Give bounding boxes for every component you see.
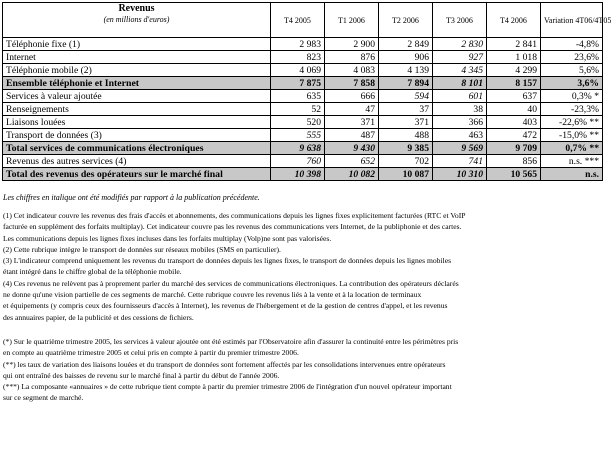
cell-value: 635	[271, 90, 325, 103]
cell-value: 927	[433, 51, 487, 64]
cell-value: 1 018	[487, 51, 541, 64]
row-label: Total services de communications électroniques	[3, 142, 271, 155]
cell-value: 4 299	[487, 64, 541, 77]
cell-value: 371	[325, 116, 379, 129]
cell-value: 4 083	[325, 64, 379, 77]
note-line: facturée en supplément des forfaits multiplay). Cet indicateur couvre pas les revenus des communications vers Internet, de la publiphonie et des cartes.	[3, 222, 462, 232]
cell-value: 37	[379, 103, 433, 116]
cell-value: 9 569	[433, 142, 487, 155]
cell-value: 856	[487, 155, 541, 168]
table-unit: (en millions d'euros)	[103, 15, 170, 24]
table-caption: Les chiffres en italique ont été modifiés par rapport à la publication précédente.	[3, 193, 260, 202]
table-row	[3, 142, 603, 155]
table-header-row	[3, 3, 603, 38]
cell-value: 652	[325, 155, 379, 168]
cell-value: 4 139	[379, 64, 433, 77]
cell-value: 876	[325, 51, 379, 64]
cell-value: 10 082	[325, 168, 379, 181]
cell-variation: 0,7% **	[541, 142, 603, 155]
cell-value: 47	[325, 103, 379, 116]
cell-value: 7 875	[271, 77, 325, 90]
cell-value: 666	[325, 90, 379, 103]
cell-value: 637	[487, 90, 541, 103]
row-label: Revenus des autres services (4)	[3, 155, 271, 168]
row-label: Internet	[3, 51, 271, 64]
table-row	[3, 51, 603, 64]
cell-value: 371	[379, 116, 433, 129]
cell-value: 520	[271, 116, 325, 129]
cell-value: 10 310	[433, 168, 487, 181]
column-header: T3 2006	[433, 3, 487, 38]
cell-value: 9 385	[379, 142, 433, 155]
cell-variation: -4,8%	[541, 38, 603, 51]
cell-variation: n.s. ***	[541, 155, 603, 168]
table-row	[3, 64, 603, 77]
cell-variation: -23,3%	[541, 103, 603, 116]
column-header: T2 2006	[379, 3, 433, 38]
table-row	[3, 116, 603, 129]
cell-value: 741	[433, 155, 487, 168]
cell-value: 760	[271, 155, 325, 168]
cell-value: 10 565	[487, 168, 541, 181]
table-row	[3, 129, 603, 142]
table-header-label	[3, 3, 271, 38]
cell-value: 38	[433, 103, 487, 116]
cell-value: 2 830	[433, 38, 487, 51]
cell-value: 40	[487, 103, 541, 116]
cell-value: 487	[325, 129, 379, 142]
cell-variation: n.s.	[541, 168, 603, 181]
note-line: (4) Ces revenus ne relèvent pas à proprement parler du marché des services de communications électroniques. La contribution des opérateurs déclarés	[3, 278, 459, 288]
revenue-table	[2, 2, 611, 181]
cell-value: 2 849	[379, 38, 433, 51]
cell-value: 2 841	[487, 38, 541, 51]
table-row	[3, 77, 603, 90]
table-row	[3, 168, 603, 181]
row-label: Total des revenus des opérateurs sur le marché final	[3, 168, 271, 181]
cell-variation: 5,6%	[541, 64, 603, 77]
note-line: des annuaires papier, de la publicité et des cessions de fichiers.	[3, 312, 194, 322]
notes-list	[3, 210, 601, 323]
note-line: (2) Cette rubrique intègre le transport de données sur réseaux mobiles (SMS en particulier).	[3, 244, 281, 254]
variation-header: Variation 4T06/4T05	[541, 3, 603, 38]
cell-value: 9 430	[325, 142, 379, 155]
row-label: Téléphonie fixe (1)	[3, 38, 271, 51]
cell-value: 4 345	[433, 64, 487, 77]
cell-variation: -15,0% **	[541, 129, 603, 142]
footnote-line: qui ont entraîné des baisses de revenu sur le marché final à partir du début de l'année 2006.	[3, 370, 280, 380]
cell-variation: 23,6%	[541, 51, 603, 64]
cell-value: 7 894	[379, 77, 433, 90]
cell-value: 10 087	[379, 168, 433, 181]
cell-value: 555	[271, 129, 325, 142]
cell-value: 10 398	[271, 168, 325, 181]
cell-value: 8 157	[487, 77, 541, 90]
footnote-line: (**) les taux de variation des liaisons louées et du transport de données sont fortement affectés par les consolidations intervenues entre opérateurs	[3, 359, 446, 369]
cell-variation: 0,3% *	[541, 90, 603, 103]
note-line: étant intégré dans le chiffre global de la téléphonie mobile.	[3, 267, 182, 277]
table-row	[3, 155, 603, 168]
note-line: (1) Cet indicateur couvre les revenus des frais d'accès et abonnements, des communications depuis les lignes fixes explicitement facturées (RTC et VoIP	[3, 211, 466, 220]
note-line: et équipements (y compris ceux des fournisseurs d'accès à Internet), les revenus de l'hébergement et de la gestion de centres d'appel, et les revenus	[3, 301, 448, 311]
cell-value: 601	[433, 90, 487, 103]
table-body	[3, 38, 603, 181]
note-line: (3) L'indicateur comprend uniquement les revenus du transport de données depuis les lignes fixes, le transport de données depuis les lignes mobiles	[3, 256, 452, 266]
column-header: T4 2005	[271, 3, 325, 38]
footnote-line: (*) Sur le quatrième trimestre 2005, les services à valeur ajoutée ont été estimés par l'Observatoire afin d'assurer la continuité entre les périmètres pris	[3, 336, 459, 346]
cell-value: 463	[433, 129, 487, 142]
row-label: Renseignements	[3, 103, 271, 116]
cell-value: 472	[487, 129, 541, 142]
cell-value: 2 900	[325, 38, 379, 51]
footnote-line: en compte au quatrième trimestre 2005 et celui pris en compte à partir du premier trimestre 2006.	[3, 348, 299, 358]
column-header: T1 2006	[325, 3, 379, 38]
cell-value: 9 709	[487, 142, 541, 155]
column-header: T4 2006	[487, 3, 541, 38]
row-label: Liaisons louées	[3, 116, 271, 129]
table-row	[3, 38, 603, 51]
table-row	[3, 103, 603, 116]
cell-value: 823	[271, 51, 325, 64]
cell-value: 2 983	[271, 38, 325, 51]
note-line: Les communications depuis les lignes fixes incluses dans les forfaits multiplay (Volp)ne sont pas valorisées.	[3, 233, 332, 243]
row-label: Téléphonie mobile (2)	[3, 64, 271, 77]
cell-value: 9 638	[271, 142, 325, 155]
cell-value: 366	[433, 116, 487, 129]
cell-variation: -22,6% **	[541, 116, 603, 129]
cell-value: 7 858	[325, 77, 379, 90]
footnotes-list	[3, 336, 601, 404]
table-row	[3, 90, 603, 103]
cell-value: 906	[379, 51, 433, 64]
row-label: Services à valeur ajoutée	[3, 90, 271, 103]
cell-value: 702	[379, 155, 433, 168]
cell-value: 488	[379, 129, 433, 142]
cell-value: 52	[271, 103, 325, 116]
notes-section	[3, 210, 601, 404]
row-label: Ensemble téléphonie et Internet	[3, 77, 271, 90]
cell-value: 403	[487, 116, 541, 129]
cell-value: 4 069	[271, 64, 325, 77]
note-line: ne donne qu'une vision partielle de ces segments de marché. Cette rubrique couvre les revenus liés à la vente et à la location de terminaux	[3, 290, 422, 300]
footnote-line: sur ce segment de marché.	[3, 393, 84, 403]
footnote-line: (***) La composante «annuaires » de cette rubrique tient compte à partir du premier trimestre 2006 de l'intégration d'un nouvel opérateur important	[3, 382, 452, 392]
table-title: Revenus	[118, 3, 155, 14]
row-label: Transport de données (3)	[3, 129, 271, 142]
cell-value: 8 101	[433, 77, 487, 90]
cell-variation: 3,6%	[541, 77, 603, 90]
cell-value: 594	[379, 90, 433, 103]
